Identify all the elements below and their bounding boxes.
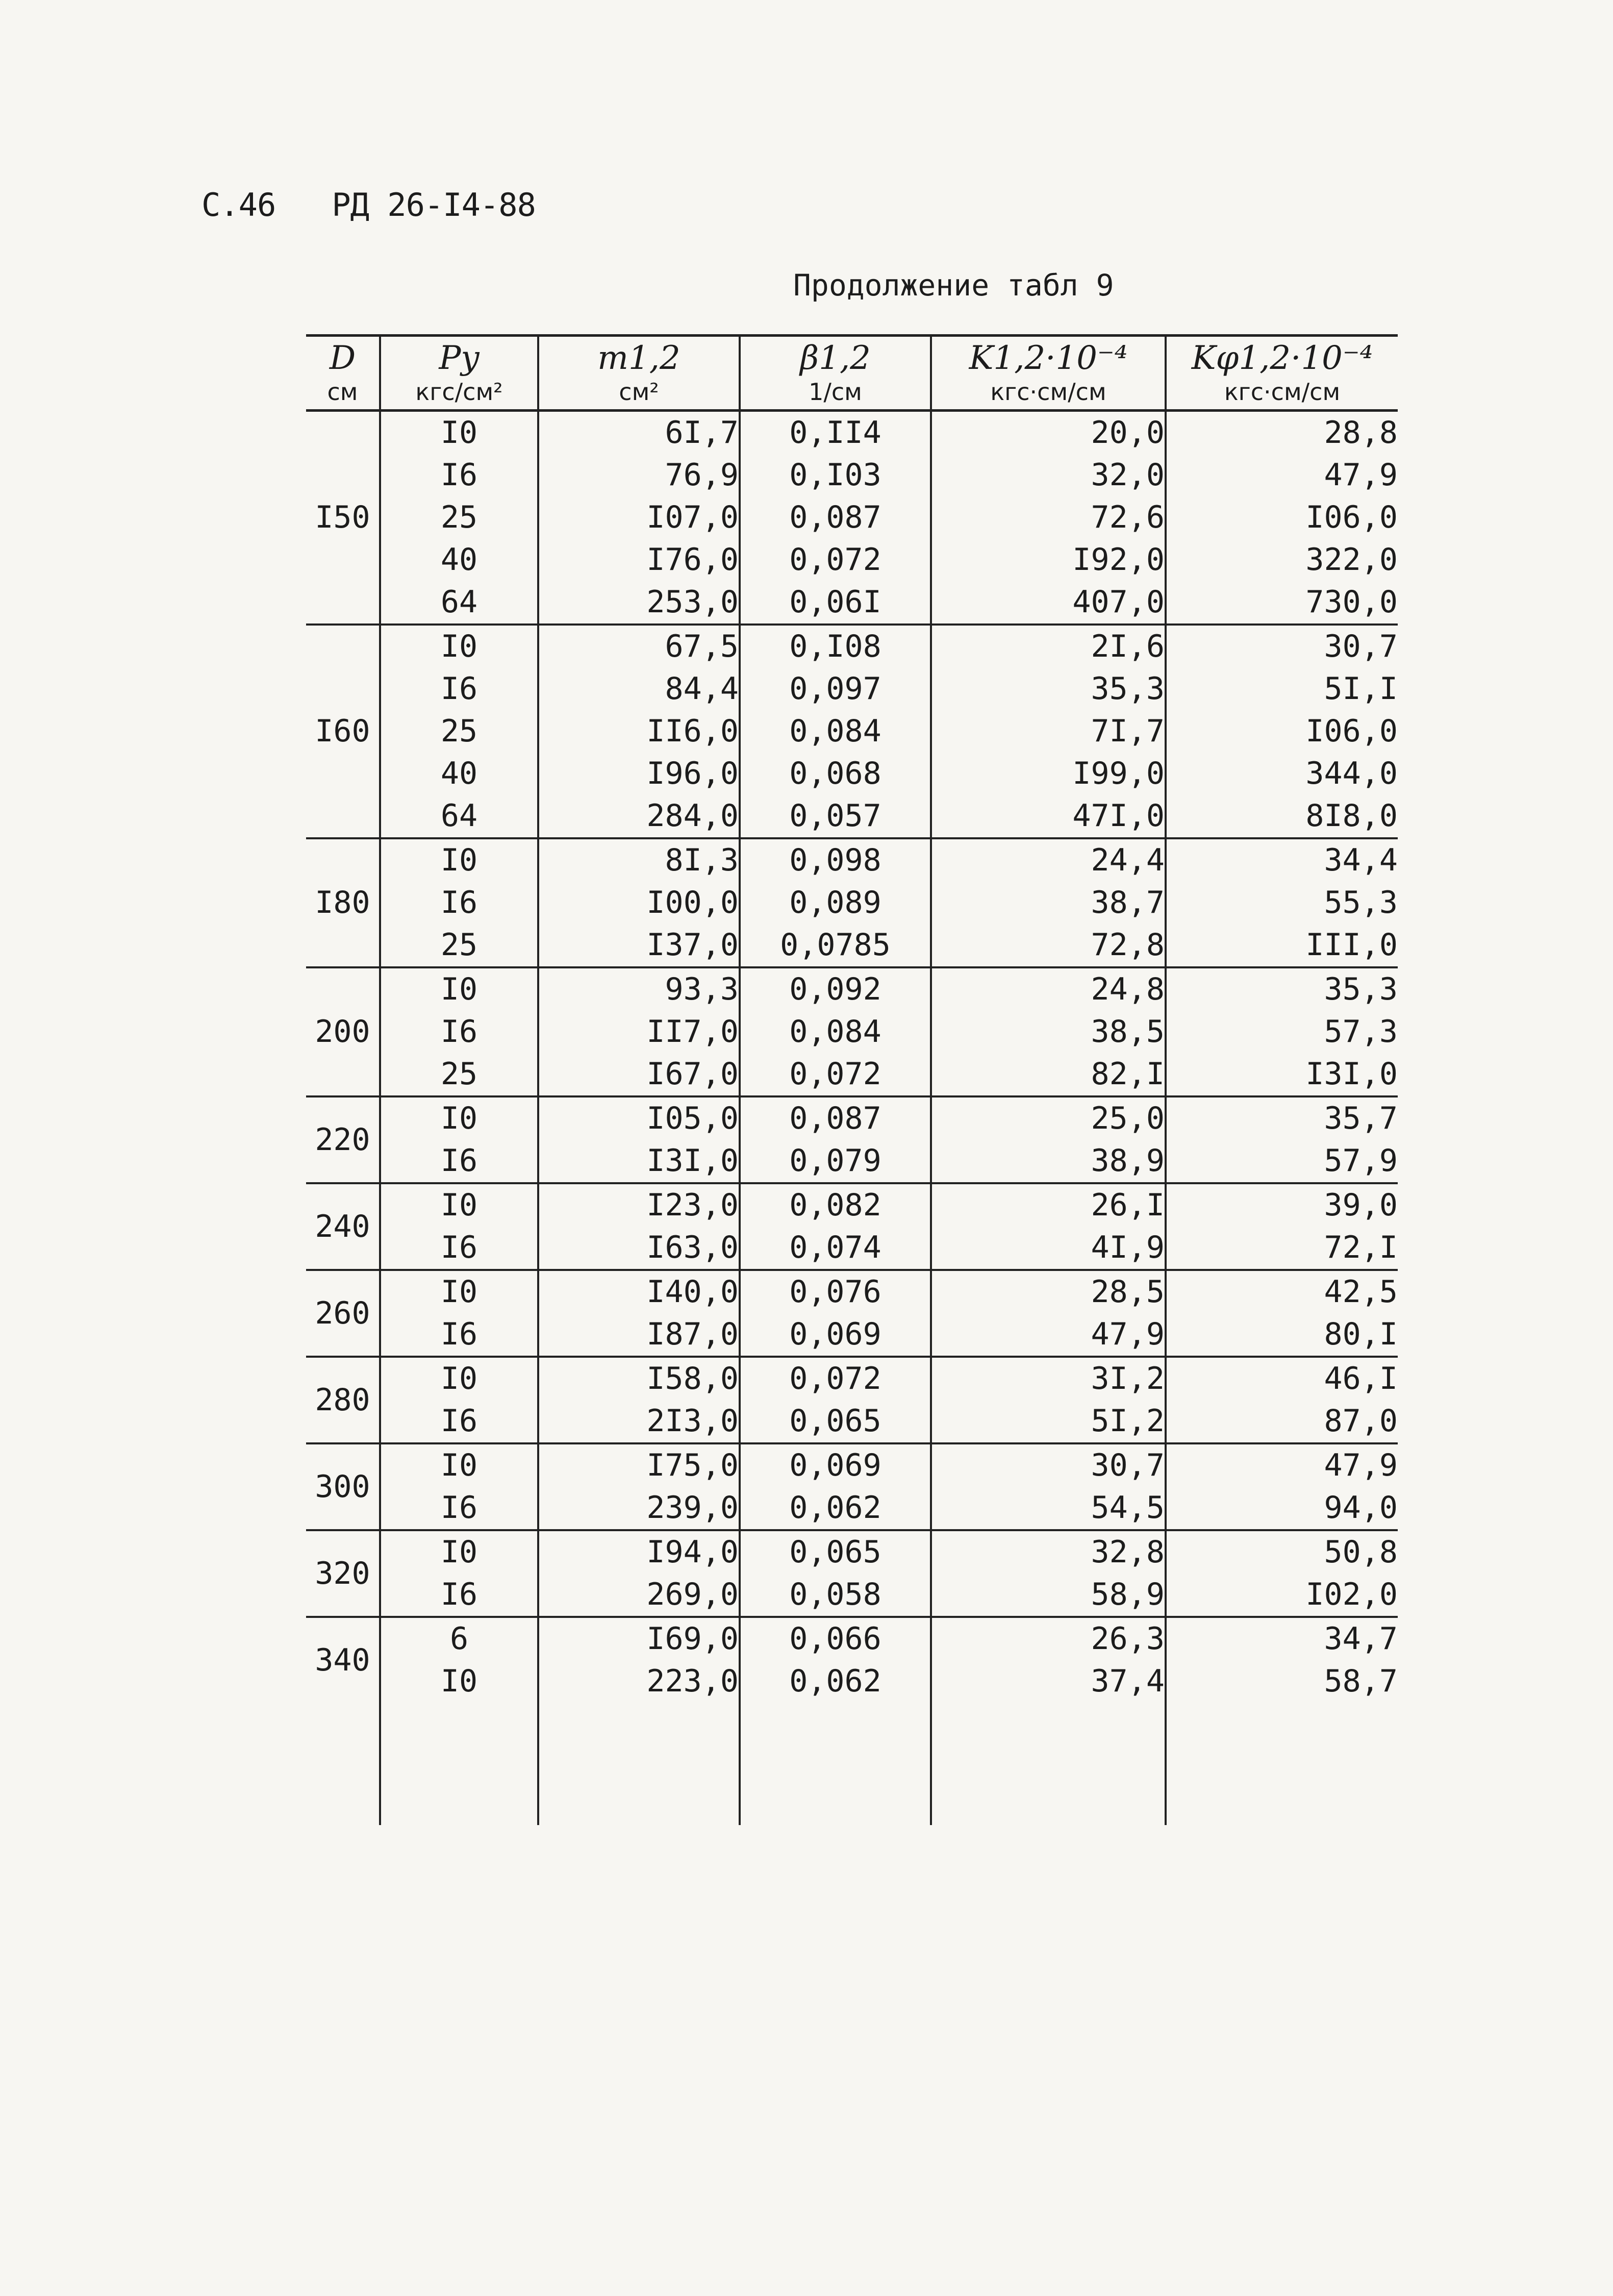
table-row xyxy=(306,1660,1398,1703)
py-cell: I0 xyxy=(380,967,538,1011)
diameter-cell: 240 xyxy=(306,1183,380,1270)
table-row xyxy=(306,838,1398,882)
row-group xyxy=(306,625,1398,838)
kphi-cell: I06,0 xyxy=(1166,710,1398,753)
m-cell: II7,0 xyxy=(538,1011,740,1053)
row-group xyxy=(306,411,1398,625)
k-cell: 30,7 xyxy=(931,1443,1166,1487)
beta-cell: 0,076 xyxy=(740,1270,931,1313)
row-group xyxy=(306,1443,1398,1530)
table-row xyxy=(306,1400,1398,1443)
kphi-cell: 42,5 xyxy=(1166,1270,1398,1313)
k-cell: 20,0 xyxy=(931,411,1166,455)
py-cell: 25 xyxy=(380,496,538,539)
py-cell: I6 xyxy=(380,1313,538,1357)
table-row xyxy=(306,1140,1398,1183)
table-row xyxy=(306,496,1398,539)
m-cell: 239,0 xyxy=(538,1487,740,1530)
m-cell: I75,0 xyxy=(538,1443,740,1487)
m-cell: I69,0 xyxy=(538,1617,740,1660)
py-cell: I0 xyxy=(380,838,538,882)
beta-cell: 0,065 xyxy=(740,1400,931,1443)
table-row xyxy=(306,1574,1398,1617)
row-group xyxy=(306,1617,1398,1703)
py-cell: I6 xyxy=(380,1227,538,1270)
table-row xyxy=(306,1443,1398,1487)
beta-cell: 0,087 xyxy=(740,1096,931,1140)
table-row xyxy=(306,411,1398,455)
kphi-cell: I3I,0 xyxy=(1166,1053,1398,1096)
m-cell: I40,0 xyxy=(538,1270,740,1313)
k-cell: 5I,2 xyxy=(931,1400,1166,1443)
table-row xyxy=(306,1617,1398,1660)
diameter-cell: 260 xyxy=(306,1270,380,1357)
k-cell: 3I,2 xyxy=(931,1357,1166,1400)
py-cell: 6 xyxy=(380,1617,538,1660)
beta-cell: 0,06I xyxy=(740,581,931,625)
table-row xyxy=(306,1530,1398,1574)
k-cell: 32,0 xyxy=(931,454,1166,496)
kphi-cell: 47,9 xyxy=(1166,454,1398,496)
diameter-cell: 280 xyxy=(306,1357,380,1443)
kphi-cell: 47,9 xyxy=(1166,1443,1398,1487)
m-cell: I63,0 xyxy=(538,1227,740,1270)
py-cell: 25 xyxy=(380,924,538,967)
beta-cell: 0,0785 xyxy=(740,924,931,967)
py-cell: I0 xyxy=(380,1270,538,1313)
m-cell: 284,0 xyxy=(538,795,740,838)
py-cell: I0 xyxy=(380,1530,538,1574)
diameter-cell: 200 xyxy=(306,967,380,1096)
diameter-cell: 340 xyxy=(306,1617,380,1703)
row-group xyxy=(306,1183,1398,1270)
py-cell: 40 xyxy=(380,753,538,795)
k-cell: 37,4 xyxy=(931,1660,1166,1703)
row-group xyxy=(306,1357,1398,1443)
k-cell: 24,8 xyxy=(931,967,1166,1011)
kphi-cell: 35,3 xyxy=(1166,967,1398,1011)
table-row xyxy=(306,625,1398,668)
m-cell: I37,0 xyxy=(538,924,740,967)
column-header-m: m1,2 см² xyxy=(538,336,740,411)
empty-row xyxy=(306,1703,1398,1825)
py-cell: I6 xyxy=(380,1140,538,1183)
beta-cell: 0,074 xyxy=(740,1227,931,1270)
table-row xyxy=(306,581,1398,625)
py-cell: I6 xyxy=(380,882,538,924)
m-cell: 76,9 xyxy=(538,454,740,496)
m-cell: 67,5 xyxy=(538,625,740,668)
py-cell: I0 xyxy=(380,1443,538,1487)
k-cell: 2I,6 xyxy=(931,625,1166,668)
k-cell: 82,I xyxy=(931,1053,1166,1096)
table-row xyxy=(306,1011,1398,1053)
kphi-cell: I06,0 xyxy=(1166,496,1398,539)
k-cell: 38,9 xyxy=(931,1140,1166,1183)
m-cell: 269,0 xyxy=(538,1574,740,1617)
empty-cell xyxy=(1166,1703,1398,1825)
beta-cell: 0,068 xyxy=(740,753,931,795)
kphi-cell: 322,0 xyxy=(1166,539,1398,581)
beta-cell: 0,065 xyxy=(740,1530,931,1574)
diameter-cell: I60 xyxy=(306,625,380,838)
beta-cell: 0,II4 xyxy=(740,411,931,455)
kphi-cell: 344,0 xyxy=(1166,753,1398,795)
beta-cell: 0,098 xyxy=(740,838,931,882)
kphi-cell: 35,7 xyxy=(1166,1096,1398,1140)
m-cell: 253,0 xyxy=(538,581,740,625)
m-cell: I94,0 xyxy=(538,1530,740,1574)
column-header-kphi: Kφ1,2·10⁻⁴ кгс·см/см xyxy=(1166,336,1398,411)
py-cell: I6 xyxy=(380,1574,538,1617)
page-number: С.46 xyxy=(201,186,276,223)
py-cell: I6 xyxy=(380,668,538,710)
m-cell: I58,0 xyxy=(538,1357,740,1400)
kphi-cell: 50,8 xyxy=(1166,1530,1398,1574)
k-cell: 72,6 xyxy=(931,496,1166,539)
py-cell: 64 xyxy=(380,581,538,625)
beta-cell: 0,079 xyxy=(740,1140,931,1183)
py-cell: I6 xyxy=(380,1400,538,1443)
kphi-cell: I02,0 xyxy=(1166,1574,1398,1617)
beta-cell: 0,084 xyxy=(740,710,931,753)
table-row xyxy=(306,710,1398,753)
py-cell: I0 xyxy=(380,1357,538,1400)
m-cell: 223,0 xyxy=(538,1660,740,1703)
beta-cell: 0,066 xyxy=(740,1617,931,1660)
row-group xyxy=(306,1270,1398,1357)
k-cell: 58,9 xyxy=(931,1574,1166,1617)
diameter-cell: I80 xyxy=(306,838,380,967)
page-header xyxy=(201,186,536,223)
py-cell: 40 xyxy=(380,539,538,581)
py-cell: I0 xyxy=(380,411,538,455)
empty-cell xyxy=(538,1703,740,1825)
beta-cell: 0,I03 xyxy=(740,454,931,496)
py-cell: 25 xyxy=(380,1053,538,1096)
kphi-cell: 28,8 xyxy=(1166,411,1398,455)
table-row xyxy=(306,967,1398,1011)
column-header-d: D см xyxy=(306,336,380,411)
py-cell: I6 xyxy=(380,1487,538,1530)
m-cell: I3I,0 xyxy=(538,1140,740,1183)
kphi-cell: 730,0 xyxy=(1166,581,1398,625)
m-cell: I00,0 xyxy=(538,882,740,924)
m-cell: I76,0 xyxy=(538,539,740,581)
py-cell: I0 xyxy=(380,1183,538,1227)
k-cell: 38,7 xyxy=(931,882,1166,924)
row-group xyxy=(306,838,1398,967)
py-cell: I6 xyxy=(380,1011,538,1053)
table-row xyxy=(306,1270,1398,1313)
k-cell: 4I,9 xyxy=(931,1227,1166,1270)
beta-cell: 0,092 xyxy=(740,967,931,1011)
table-row xyxy=(306,1053,1398,1096)
table-row xyxy=(306,1357,1398,1400)
table-caption: Продолжение табл 9 xyxy=(793,268,1114,303)
beta-cell: 0,069 xyxy=(740,1313,931,1357)
k-cell: 35,3 xyxy=(931,668,1166,710)
kphi-cell: 30,7 xyxy=(1166,625,1398,668)
k-cell: I99,0 xyxy=(931,753,1166,795)
py-cell: 25 xyxy=(380,710,538,753)
column-header-k: K1,2·10⁻⁴ кгс·см/см xyxy=(931,336,1166,411)
k-cell: 38,5 xyxy=(931,1011,1166,1053)
k-cell: 47I,0 xyxy=(931,795,1166,838)
empty-cell xyxy=(740,1703,931,1825)
py-cell: I6 xyxy=(380,454,538,496)
k-cell: 7I,7 xyxy=(931,710,1166,753)
m-cell: I96,0 xyxy=(538,753,740,795)
k-cell: 24,4 xyxy=(931,838,1166,882)
table-row xyxy=(306,454,1398,496)
k-cell: 25,0 xyxy=(931,1096,1166,1140)
k-cell: 32,8 xyxy=(931,1530,1166,1574)
diameter-cell: 320 xyxy=(306,1530,380,1617)
k-cell: 407,0 xyxy=(931,581,1166,625)
m-cell: I07,0 xyxy=(538,496,740,539)
kphi-cell: 57,3 xyxy=(1166,1011,1398,1053)
kphi-cell: 8I8,0 xyxy=(1166,795,1398,838)
diameter-cell: 300 xyxy=(306,1443,380,1530)
m-cell: 2I3,0 xyxy=(538,1400,740,1443)
m-cell: 84,4 xyxy=(538,668,740,710)
beta-cell: 0,058 xyxy=(740,1574,931,1617)
k-cell: 26,3 xyxy=(931,1617,1166,1660)
kphi-cell: 80,I xyxy=(1166,1313,1398,1357)
empty-cell xyxy=(306,1703,380,1825)
m-cell: II6,0 xyxy=(538,710,740,753)
beta-cell: 0,089 xyxy=(740,882,931,924)
py-cell: I0 xyxy=(380,1096,538,1140)
header-row xyxy=(306,336,1398,411)
empty-cell xyxy=(380,1703,538,1825)
beta-cell: 0,087 xyxy=(740,496,931,539)
kphi-cell: 94,0 xyxy=(1166,1487,1398,1530)
k-cell: 54,5 xyxy=(931,1487,1166,1530)
table-row xyxy=(306,539,1398,581)
m-cell: 93,3 xyxy=(538,967,740,1011)
m-cell: 6I,7 xyxy=(538,411,740,455)
table-row xyxy=(306,882,1398,924)
empty-cell xyxy=(931,1703,1166,1825)
diameter-cell: 220 xyxy=(306,1096,380,1183)
column-header-beta: β1,2 1/см xyxy=(740,336,931,411)
beta-cell: 0,062 xyxy=(740,1487,931,1530)
kphi-cell: 34,7 xyxy=(1166,1617,1398,1660)
py-cell: I0 xyxy=(380,1660,538,1703)
py-cell: 64 xyxy=(380,795,538,838)
k-cell: 28,5 xyxy=(931,1270,1166,1313)
kphi-cell: 5I,I xyxy=(1166,668,1398,710)
table-row xyxy=(306,1227,1398,1270)
kphi-cell: 87,0 xyxy=(1166,1400,1398,1443)
row-group xyxy=(306,1096,1398,1183)
beta-cell: 0,084 xyxy=(740,1011,931,1053)
beta-cell: 0,072 xyxy=(740,1357,931,1400)
beta-cell: 0,062 xyxy=(740,1660,931,1703)
beta-cell: 0,I08 xyxy=(740,625,931,668)
beta-cell: 0,057 xyxy=(740,795,931,838)
kphi-cell: 57,9 xyxy=(1166,1140,1398,1183)
table-row xyxy=(306,1313,1398,1357)
beta-cell: 0,082 xyxy=(740,1183,931,1227)
m-cell: I05,0 xyxy=(538,1096,740,1140)
beta-cell: 0,072 xyxy=(740,1053,931,1096)
column-header-py: Py кгс/см² xyxy=(380,336,538,411)
k-cell: I92,0 xyxy=(931,539,1166,581)
beta-cell: 0,072 xyxy=(740,539,931,581)
beta-cell: 0,069 xyxy=(740,1443,931,1487)
kphi-cell: 55,3 xyxy=(1166,882,1398,924)
table-row xyxy=(306,1096,1398,1140)
diameter-cell: I50 xyxy=(306,411,380,625)
k-cell: 26,I xyxy=(931,1183,1166,1227)
kphi-cell: 34,4 xyxy=(1166,838,1398,882)
table-row xyxy=(306,1183,1398,1227)
kphi-cell: 46,I xyxy=(1166,1357,1398,1400)
table-row xyxy=(306,668,1398,710)
k-cell: 72,8 xyxy=(931,924,1166,967)
table-row xyxy=(306,924,1398,967)
m-cell: 8I,3 xyxy=(538,838,740,882)
k-cell: 47,9 xyxy=(931,1313,1166,1357)
row-group xyxy=(306,1530,1398,1617)
m-cell: I23,0 xyxy=(538,1183,740,1227)
row-group xyxy=(306,967,1398,1096)
table-row xyxy=(306,795,1398,838)
document-code: РД 26-I4-88 xyxy=(332,186,536,223)
beta-cell: 0,097 xyxy=(740,668,931,710)
kphi-cell: III,0 xyxy=(1166,924,1398,967)
table-tail xyxy=(306,1703,1398,1825)
data-table xyxy=(306,334,1398,1825)
table-row xyxy=(306,753,1398,795)
m-cell: I67,0 xyxy=(538,1053,740,1096)
table-row xyxy=(306,1487,1398,1530)
kphi-cell: 58,7 xyxy=(1166,1660,1398,1703)
kphi-cell: 39,0 xyxy=(1166,1183,1398,1227)
py-cell: I0 xyxy=(380,625,538,668)
m-cell: I87,0 xyxy=(538,1313,740,1357)
kphi-cell: 72,I xyxy=(1166,1227,1398,1270)
